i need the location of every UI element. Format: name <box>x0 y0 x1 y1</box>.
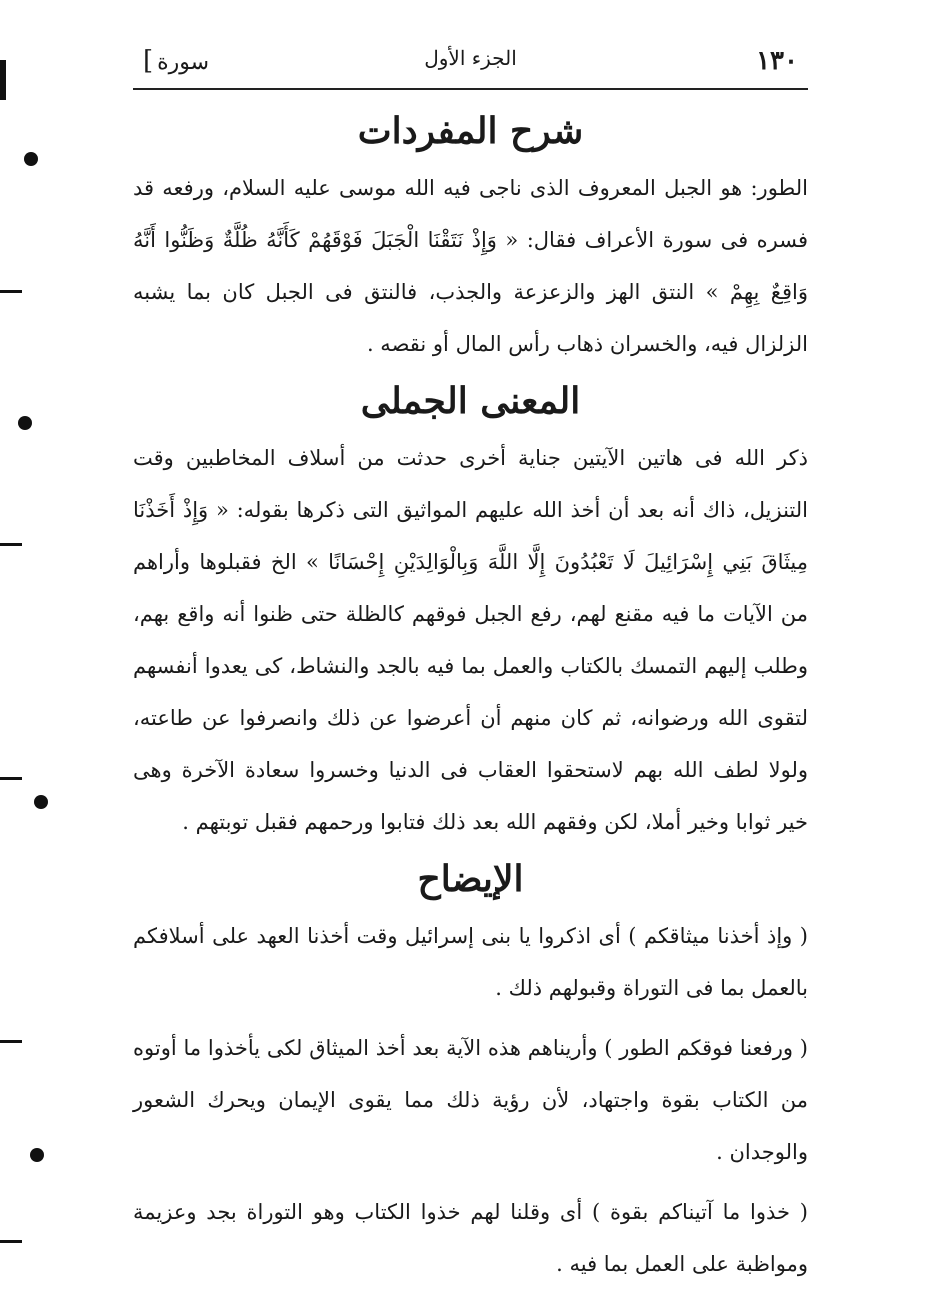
paragraph: ذكر الله فى هاتين الآيتين جناية أخرى حدثت من أسلاف المخاطبين وقت التنزيل، ذاك أنه بعد أن أخذ الله عليهم المواثيق التى ذكرها بقوله: « وَإِذْ أَخَذْنَا مِيثَاقَ بَنِي إِسْرَائِيلَ لَا تَعْبُدُونَ إِلَّا اللَّهَ وَبِالْوَالِدَيْنِ إِحْسَانًا » الخ فقبلوها وأراهم من الآيات ما فيه مقنع لهم، رفع الجبل فوقهم كالظلة حتى ظنوا أنه واقع بهم، وطلب إليهم التمسك بالكتاب والعمل بما فيه بالجد والنشاط، كى يعدوا أنفسهم لتقوى الله ورضوانه، ثم كان منهم أن أعرضوا عن ذلك وانصرفوا عن طاعته، ولولا لطف الله بهم لاستحقوا العقاب فى الدنيا وخسروا سعادة الآخرة وهى خير ثوابا وخير أملا، لكن وفقهم الله بعد ذلك فتابوا ورحمهم فقبل توبتهم . <box>133 446 808 834</box>
scan-mark <box>18 416 32 430</box>
paragraph: الطور: هو الجبل المعروف الذى ناجى فيه الله موسى عليه السلام، ورفعه قد فسره فى سورة الأعراف فقال: « وَإِذْ نَتَقْنَا الْجَبَلَ فَوْقَهُمْ كَأَنَّهُ ظُلَّةٌ وَظَنُّوا أَنَّهُ وَاقِعٌ بِهِمْ » النتق الهز والزعزعة والجذب، فالنتق فى الجبل كان بما يشبه الزلزال فيه، والخسران ذهاب رأس المال أو نقصه . <box>133 176 808 356</box>
scan-mark <box>0 777 22 780</box>
section-title-vocabulary: شرح المفردات <box>357 110 584 152</box>
paragraph: ( خذوا ما آتيناكم بقوة ) أى وقلنا لهم خذوا الكتاب وهو التوراة بجد وعزيمة ومواظبة على العمل بما فيه . <box>133 1200 808 1276</box>
section-title-explanation: الإيضاح <box>417 858 524 900</box>
surah-label <box>143 46 209 76</box>
section-title-summary: المعنى الجملى <box>360 380 581 422</box>
scan-mark <box>0 60 6 100</box>
scan-mark <box>34 795 48 809</box>
scan-mark <box>0 1240 22 1243</box>
paragraph: ( وإذ أخذنا ميثاقكم ) أى اذكروا يا بنى إسرائيل وقت أخذنا العهد على أسلافكم بالعمل بما فى التوراة وقبولهم ذلك . <box>133 924 808 1000</box>
scan-mark <box>0 1040 22 1043</box>
page-number: ١٣٠ <box>756 46 798 76</box>
scan-mark <box>30 1148 44 1162</box>
part-label: الجزء الأول <box>424 46 517 70</box>
bracket: [ <box>143 46 154 76</box>
scan-mark <box>24 152 38 166</box>
page-header <box>133 40 808 90</box>
scan-mark <box>0 543 22 546</box>
surah-text: سورة <box>157 50 210 75</box>
paragraph: ( ورفعنا فوقكم الطور ) وأريناهم هذه الآية بعد أخذ الميثاق لكى يأخذوا ما أوتوه من الكتاب بقوة واجتهاد، لأن رؤية ذلك مما يقوى الإيمان ويحرك الشعور والوجدان . <box>133 1036 808 1164</box>
scan-mark <box>0 290 22 293</box>
page-content <box>133 100 808 1290</box>
